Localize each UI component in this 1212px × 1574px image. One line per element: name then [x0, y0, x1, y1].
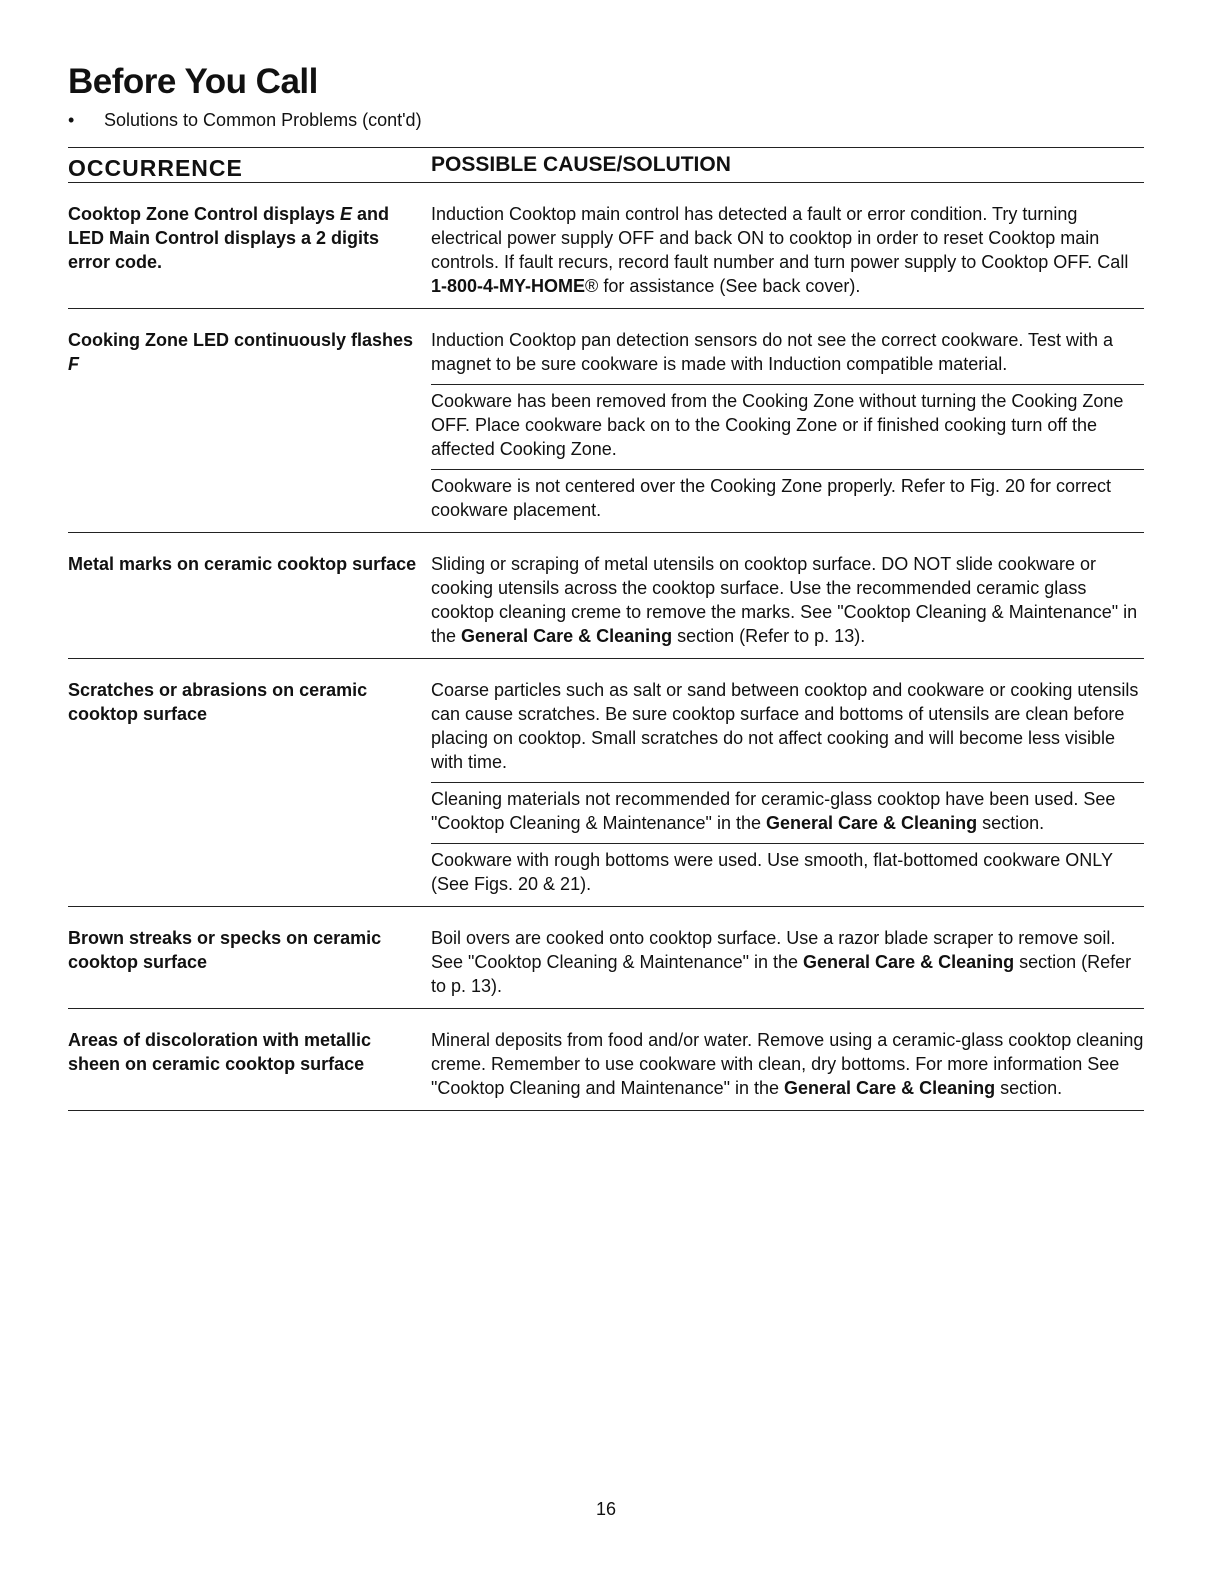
- solution-item: [431, 202, 1144, 308]
- troubleshooting-table: [68, 147, 1144, 1111]
- subtitle: [68, 108, 422, 132]
- occurrence-cell: [68, 1009, 431, 1110]
- subtitle-text: Solutions to Common Problems (cont'd): [104, 110, 422, 130]
- solution-item: [431, 843, 1144, 906]
- text-run: Scratches or abrasions on ceramic cooktop surface: [68, 680, 368, 724]
- text-run: Brown streaks or specks on ceramic cooktop surface: [68, 928, 382, 972]
- table-row: [68, 659, 1144, 907]
- bold-text: General Care & Cleaning: [803, 952, 1015, 972]
- text-run: Boil overs are cooked onto cooktop surface. Use a razor blade scraper to remove soil. See "Cooktop Cleaning & Maintenance" in the: [431, 928, 1116, 972]
- text-run: section (Refer to p. 13).: [672, 626, 866, 646]
- text-run: Metal marks on ceramic cooktop surface: [68, 554, 417, 574]
- table-header: [68, 148, 1144, 183]
- table-row: [68, 183, 1144, 309]
- text-run: Cleaning materials not recommended for ceramic-glass cooktop have been used. See "Cooktop Cleaning & Maintenance" in the: [431, 789, 1116, 833]
- text-run: section (Refer to p. 13).: [431, 952, 1132, 996]
- bullet-icon: •: [68, 110, 75, 130]
- solution-cell: [431, 659, 1144, 906]
- bold-text: General Care & Cleaning: [766, 813, 978, 833]
- solution-item: [431, 469, 1144, 532]
- italic-text: E: [340, 204, 353, 224]
- text-run: Cooktop Zone Control displays: [68, 204, 341, 224]
- bold-text: General Care & Cleaning: [461, 626, 673, 646]
- solution-cell: [431, 533, 1144, 658]
- page-title: Before You Call: [68, 62, 318, 101]
- text-run: and LED Main Control displays a 2 digits error code.: [68, 204, 390, 272]
- solution-item: [431, 782, 1144, 843]
- occurrence-cell: [68, 183, 431, 308]
- text-run: Cookware has been removed from the Cooking Zone without turning the Cooking Zone OFF. Place cookware back on to the Cooking Zone or if finished cooking turn off the affected Cooking Zone.: [431, 391, 1124, 459]
- text-run: Coarse particles such as salt or sand between cooktop and cookware or cooking utensils can cause scratches. Be sure cooktop surface and bottoms of utensils are clean before placing on cooktop. Small scratches do not affect cooking and will become less visible with time.: [431, 680, 1139, 772]
- occurrence-cell: [68, 309, 431, 532]
- solution-item: [431, 678, 1144, 782]
- text-run: section.: [977, 813, 1045, 833]
- occurrence-header: OCCURRENCE: [68, 155, 243, 181]
- solution-header: POSSIBLE CAUSE/SOLUTION: [431, 153, 731, 176]
- solution-item: [431, 1028, 1144, 1110]
- solution-cell: [431, 183, 1144, 308]
- text-run: section.: [995, 1078, 1063, 1098]
- table-row: [68, 907, 1144, 1009]
- text-run: Areas of discoloration with metallic sheen on ceramic cooktop surface: [68, 1030, 372, 1074]
- text-run: Induction Cooktop pan detection sensors do not see the correct cookware. Test with a magnet to be sure cookware is made with Induction compatible material.: [431, 330, 1114, 374]
- text-run: ®: [585, 276, 599, 296]
- solution-item: [431, 926, 1144, 1008]
- occurrence-cell: [68, 659, 431, 906]
- solution-item: [431, 328, 1144, 384]
- page-number: 16: [595, 1499, 617, 1519]
- table-row: [68, 309, 1144, 533]
- table-body: [68, 183, 1144, 1111]
- solution-cell: [431, 907, 1144, 1008]
- text-run: for assistance (See back cover).: [598, 276, 861, 296]
- text-run: Mineral deposits from food and/or water. Remove using a ceramic-glass cooktop cleaning creme. Remember to use cookware with clean, dry bottoms. For more information See "Cooktop Cleaning and Maintenance" in the: [431, 1030, 1144, 1098]
- occurrence-cell: [68, 907, 431, 1008]
- solution-item: [431, 552, 1144, 658]
- italic-text: F: [68, 354, 79, 374]
- bold-text: 1-800-4-MY-HOME: [431, 276, 586, 296]
- text-run: Cookware with rough bottoms were used. Use smooth, flat-bottomed cookware ONLY (See Figs. 20 & 21).: [431, 850, 1113, 894]
- bold-text: General Care & Cleaning: [784, 1078, 996, 1098]
- text-run: Cookware is not centered over the Cooking Zone properly. Refer to Fig. 20 for correct cookware placement.: [431, 476, 1111, 520]
- solution-cell: [431, 309, 1144, 532]
- table-row: [68, 1009, 1144, 1111]
- solution-cell: [431, 1009, 1144, 1110]
- text-run: Sliding or scraping of metal utensils on cooktop surface. DO NOT slide cookware or cooking utensils across the cooktop surface. Use the recommended ceramic glass cooktop cleaning creme to remove the marks. See "Cooktop Cleaning & Maintenance" in the: [431, 554, 1138, 646]
- text-run: Induction Cooktop main control has detected a fault or error condition. Try turning electrical power supply OFF and back ON to cooktop in order to reset Cooktop main controls. If fault recurs, record fault number and turn power supply to Cooktop OFF. Call: [431, 204, 1129, 272]
- table-row: [68, 533, 1144, 659]
- text-run: Cooking Zone LED continuously flashes: [68, 330, 414, 350]
- occurrence-cell: [68, 533, 431, 658]
- solution-item: [431, 384, 1144, 469]
